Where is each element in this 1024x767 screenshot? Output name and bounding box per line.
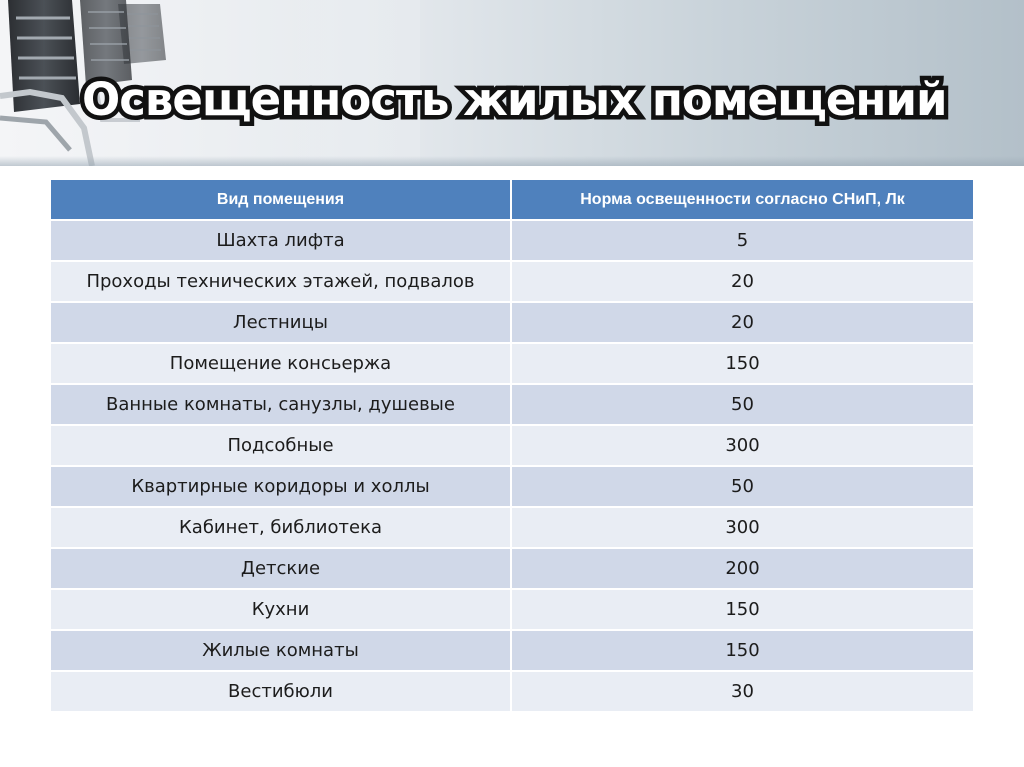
room-type-cell: Кабинет, библиотека	[51, 508, 510, 547]
table-row	[51, 221, 973, 260]
lighting-norms-table-wrap	[49, 178, 975, 721]
lux-value-cell: 5	[512, 221, 973, 260]
column-header-room-type: Вид помещения	[51, 180, 510, 219]
room-type-cell: Жилые комнаты	[51, 631, 510, 670]
room-type-cell: Помещение консьержа	[51, 344, 510, 383]
banner-shadow	[0, 156, 1024, 166]
table-row	[51, 262, 973, 301]
room-type-cell: Шахта лифта	[51, 221, 510, 260]
lux-value-cell: 150	[512, 631, 973, 670]
room-type-cell: Ванные комнаты, санузлы, душевые	[51, 385, 510, 424]
table-row	[51, 590, 973, 629]
table-row	[51, 467, 973, 506]
table-header-row	[51, 180, 973, 219]
table-row	[51, 549, 973, 588]
table-row	[51, 385, 973, 424]
table-row	[51, 508, 973, 547]
table-row	[51, 303, 973, 342]
lux-value-cell: 30	[512, 672, 973, 711]
lux-value-cell: 300	[512, 426, 973, 465]
column-header-lux-norm: Норма освещенности согласно СНиП, Лк	[512, 180, 973, 219]
lux-value-cell: 20	[512, 303, 973, 342]
lux-value-cell: 20	[512, 262, 973, 301]
room-type-cell: Проходы технических этажей, подвалов	[51, 262, 510, 301]
lux-value-cell: 300	[512, 508, 973, 547]
table-row	[51, 631, 973, 670]
slide-title: Освещенность жилых помещений	[82, 73, 947, 126]
room-type-cell: Кухни	[51, 590, 510, 629]
lux-value-cell: 50	[512, 467, 973, 506]
table-row	[51, 426, 973, 465]
lux-value-cell: 150	[512, 344, 973, 383]
lux-value-cell: 50	[512, 385, 973, 424]
room-type-cell: Лестницы	[51, 303, 510, 342]
table-row	[51, 672, 973, 711]
lux-value-cell: 150	[512, 590, 973, 629]
room-type-cell: Квартирные коридоры и холлы	[51, 467, 510, 506]
room-type-cell: Подсобные	[51, 426, 510, 465]
title-banner	[0, 0, 1024, 166]
room-type-cell: Вестибюли	[51, 672, 510, 711]
room-type-cell: Детские	[51, 549, 510, 588]
lux-value-cell: 200	[512, 549, 973, 588]
table-row	[51, 344, 973, 383]
lighting-norms-table	[49, 178, 975, 713]
